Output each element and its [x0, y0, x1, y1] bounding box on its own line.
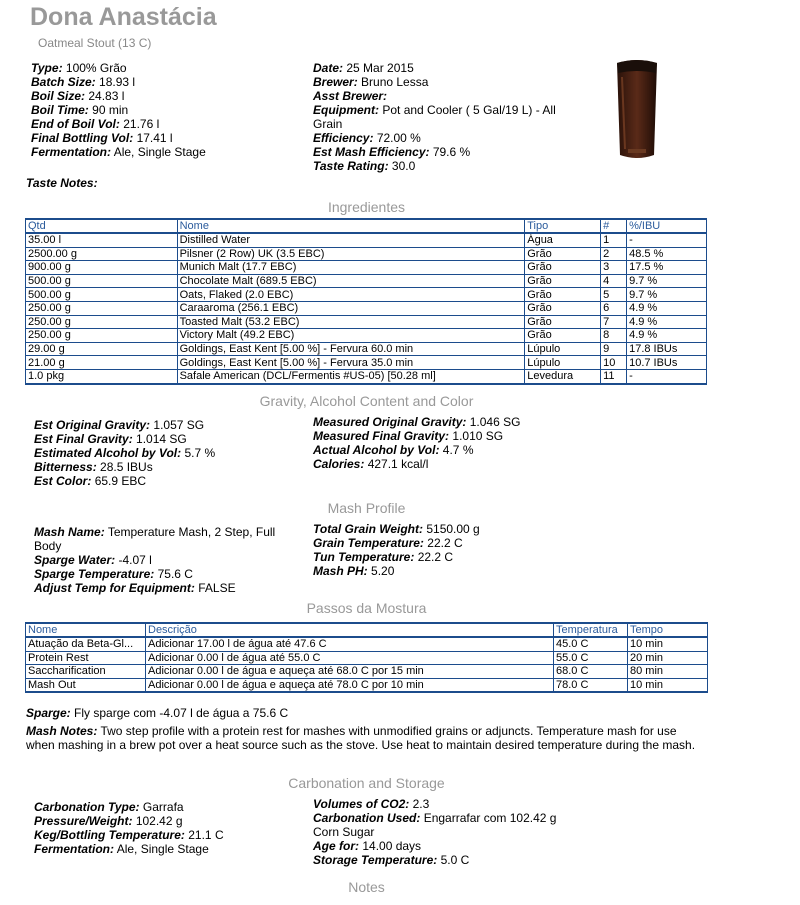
ingredient-row-cell: Distilled Water — [177, 233, 525, 247]
ingredient-row-cell: 48.5 % — [627, 247, 707, 261]
ingredient-row-cell: 7 — [601, 315, 627, 329]
info-mash-efficiency: Est Mash Efficiency: 79.6 % — [313, 145, 471, 159]
ingredients-header-row — [26, 219, 707, 233]
ingredient-row-cell: Pilsner (2 Row) UK (3.5 EBC) — [177, 247, 525, 261]
recipe-style: Oatmeal Stout (13 C) — [38, 36, 152, 50]
measured-fg: Measured Final Gravity: 1.010 SG — [313, 429, 504, 443]
taste-notes-label: Taste Notes: — [26, 176, 98, 190]
ingredient-row-cell: 5 — [601, 288, 627, 302]
ingredient-row-cell: 4.9 % — [627, 329, 707, 343]
ingredient-row — [26, 233, 707, 247]
carb-pressure: Pressure/Weight: 102.42 g — [34, 814, 183, 828]
info-equipment-cont: Grain — [313, 117, 343, 131]
ingredient-row-cell: Caraaroma (256.1 EBC) — [177, 301, 525, 315]
info-boil-time: Boil Time: 90 min — [31, 103, 129, 117]
step-row-cell: 80 min — [628, 665, 708, 679]
ingredient-row-cell: Água — [525, 233, 601, 247]
ingredient-row-cell: 1 — [601, 233, 627, 247]
ingredient-row-cell: Munich Malt (17.7 EBC) — [177, 261, 525, 275]
carb-used: Carbonation Used: Engarrafar com 102.42 g — [313, 811, 557, 825]
col-step-nome: Nome — [26, 623, 146, 637]
ingredient-row-cell: Victory Malt (49.2 EBC) — [177, 329, 525, 343]
ingredient-row-cell: 29.00 g — [26, 342, 178, 356]
ingredient-row-cell: Chocolate Malt (689.5 EBC) — [177, 274, 525, 288]
ingredient-row — [26, 356, 707, 370]
mash-notes: Mash Notes: Two step profile with a protein rest for mashes with unmodified grains or adjuncts. Temperature mash for use when mashing in a brew pot over a heat source such as the stove. Use heat to maintain desired temperature during the mash. — [26, 724, 696, 752]
col-num: # — [601, 219, 627, 233]
ingredient-row-cell: Levedura — [525, 369, 601, 383]
col-ibu: %/IBU — [627, 219, 707, 233]
ingredient-row-cell: Lúpulo — [525, 356, 601, 370]
ingredient-row-cell: 3 — [601, 261, 627, 275]
ingredient-row — [26, 315, 707, 329]
ingredient-row — [26, 274, 707, 288]
section-notes: Notes — [348, 879, 385, 895]
ingredient-row-cell: 1.0 pkg — [26, 369, 178, 383]
step-row — [26, 665, 708, 679]
ingredient-row — [26, 247, 707, 261]
step-row-cell: Adicionar 17.00 l de água até 47.6 C — [146, 637, 554, 651]
info-end-boil-vol: End of Boil Vol: 21.76 l — [31, 117, 160, 131]
info-brewer: Brewer: Bruno Lessa — [313, 75, 429, 89]
ingredient-row-cell: 10.7 IBUs — [627, 356, 707, 370]
col-tipo: Tipo — [525, 219, 601, 233]
ingredient-row-cell: 250.00 g — [26, 301, 178, 315]
info-efficiency: Efficiency: 72.00 % — [313, 131, 421, 145]
mash-name-cont: Body — [34, 539, 62, 553]
ingredient-row-cell: Safale American (DCL/Fermentis #US-05) [50.28 ml] — [177, 369, 525, 383]
sparge-note: Sparge: Fly sparge com -4.07 l de água a 75.6 C — [26, 706, 289, 720]
mash-ph: Mash PH: 5.20 — [313, 564, 395, 578]
ingredient-row — [26, 369, 707, 383]
info-date: Date: 25 Mar 2015 — [313, 61, 414, 75]
gravity-left — [34, 418, 215, 488]
steps-table — [25, 622, 708, 693]
ingredient-row-cell: Grão — [525, 261, 601, 275]
mash-left — [34, 525, 294, 595]
step-row-cell: Saccharification — [26, 665, 146, 679]
info-left — [31, 61, 206, 159]
tun-temp: Tun Temperature: 22.2 C — [313, 550, 454, 564]
carb-volumes: Volumes of CO2: 2.3 — [313, 797, 430, 811]
info-taste-rating: Taste Rating: 30.0 — [313, 159, 416, 173]
ingredient-row-cell: 500.00 g — [26, 274, 178, 288]
step-row-cell: 45.0 C — [554, 637, 628, 651]
ingredient-row-cell: 8 — [601, 329, 627, 343]
ingredient-row-cell: 250.00 g — [26, 329, 178, 343]
est-abv: Estimated Alcohol by Vol: 5.7 % — [34, 446, 216, 460]
ingredient-row-cell: 6 — [601, 301, 627, 315]
carb-right — [313, 797, 556, 867]
section-carbonation: Carbonation and Storage — [288, 775, 445, 791]
gravity-right — [313, 415, 520, 471]
col-step-temp: Temperatura — [554, 623, 628, 637]
col-step-desc: Descrição — [146, 623, 554, 637]
ingredient-row-cell: Grão — [525, 315, 601, 329]
sparge-water: Sparge Water: -4.07 l — [34, 553, 152, 567]
info-fermentation: Fermentation: Ale, Single Stage — [31, 145, 206, 159]
info-equipment: Equipment: Pot and Cooler ( 5 Gal/19 L) - All — [313, 103, 556, 117]
step-row — [26, 637, 708, 651]
step-row-cell: Protein Rest — [26, 651, 146, 665]
calories: Calories: 427.1 kcal/l — [313, 457, 429, 471]
ingredient-row-cell: 17.8 IBUs — [627, 342, 707, 356]
info-type: Type: 100% Grão — [31, 61, 127, 75]
mash-right — [313, 522, 480, 578]
mash-name: Mash Name: Temperature Mash, 2 Step, Full — [34, 525, 276, 539]
ingredient-row-cell: Grão — [525, 274, 601, 288]
ingredient-row-cell: 2500.00 g — [26, 247, 178, 261]
ingredient-row — [26, 288, 707, 302]
measured-og: Measured Original Gravity: 1.046 SG — [313, 415, 521, 429]
sparge-temp: Sparge Temperature: 75.6 C — [34, 567, 193, 581]
carb-used-cont: Corn Sugar — [313, 825, 375, 839]
section-ingredients: Ingredientes — [327, 199, 406, 215]
ingredient-row-cell: 21.00 g — [26, 356, 178, 370]
ingredient-row-cell: 250.00 g — [26, 315, 178, 329]
ingredient-row-cell: Goldings, East Kent [5.00 %] - Fervura 35.0 min — [177, 356, 525, 370]
ingredient-row — [26, 342, 707, 356]
ingredient-row-cell: 9.7 % — [627, 288, 707, 302]
step-row — [26, 678, 708, 692]
ingredient-row-cell: Oats, Flaked (2.0 EBC) — [177, 288, 525, 302]
ingredient-row-cell: 9.7 % — [627, 274, 707, 288]
ingredient-row-cell: Lúpulo — [525, 342, 601, 356]
grain-temp: Grain Temperature: 22.2 C — [313, 536, 463, 550]
actual-abv: Actual Alcohol by Vol: 4.7 % — [313, 443, 474, 457]
ingredient-row-cell: 500.00 g — [26, 288, 178, 302]
step-row-cell: 10 min — [628, 637, 708, 651]
carb-left — [34, 800, 224, 856]
ingredients-table — [25, 218, 707, 385]
ingredient-row-cell: 4.9 % — [627, 301, 707, 315]
ingredient-row-cell: Grão — [525, 329, 601, 343]
col-qtd: Qtd — [26, 219, 178, 233]
ingredient-row-cell: Grão — [525, 301, 601, 315]
ingredient-row-cell: - — [627, 369, 707, 383]
step-row-cell: Adicionar 0.00 l de água até 55.0 C — [146, 651, 554, 665]
ingredient-row-cell: 2 — [601, 247, 627, 261]
col-step-tempo: Tempo — [628, 623, 708, 637]
ingredient-row-cell: 11 — [601, 369, 627, 383]
ingredient-row-cell: 900.00 g — [26, 261, 178, 275]
info-asst-brewer: Asst Brewer: — [313, 89, 388, 103]
ingredient-row-cell: 9 — [601, 342, 627, 356]
est-color: Est Color: 65.9 EBC — [34, 474, 147, 488]
step-row — [26, 651, 708, 665]
step-row-cell: Adicionar 0.00 l de água e aqueça até 78.0 C por 10 min — [146, 678, 554, 692]
ingredient-row-cell: 4 — [601, 274, 627, 288]
ingredient-row-cell: 10 — [601, 356, 627, 370]
est-fg: Est Final Gravity: 1.014 SG — [34, 432, 187, 446]
ingredient-row — [26, 301, 707, 315]
ingredient-row-cell: Toasted Malt (53.2 EBC) — [177, 315, 525, 329]
info-boil-size: Boil Size: 24.83 l — [31, 89, 125, 103]
ingredient-row-cell: Grão — [525, 288, 601, 302]
info-right — [313, 61, 573, 173]
carb-age: Age for: 14.00 days — [313, 839, 422, 853]
bitterness: Bitterness: 28.5 IBUs — [34, 460, 153, 474]
info-final-bottling: Final Bottling Vol: 17.41 l — [31, 131, 173, 145]
carb-storage: Storage Temperature: 5.0 C — [313, 853, 470, 867]
col-nome: Nome — [177, 219, 525, 233]
step-row-cell: 10 min — [628, 678, 708, 692]
step-row-cell: Mash Out — [26, 678, 146, 692]
total-grain: Total Grain Weight: 5150.00 g — [313, 522, 480, 536]
ingredient-row-cell: 4.9 % — [627, 315, 707, 329]
ingredient-row-cell: Goldings, East Kent [5.00 %] - Fervura 60.0 min — [177, 342, 525, 356]
step-row-cell: 78.0 C — [554, 678, 628, 692]
est-og: Est Original Gravity: 1.057 SG — [34, 418, 205, 432]
ingredient-row-cell: Grão — [525, 247, 601, 261]
carb-fermentation: Fermentation: Ale, Single Stage — [34, 842, 209, 856]
step-row-cell: 68.0 C — [554, 665, 628, 679]
section-gravity: Gravity, Alcohol Content and Color — [259, 393, 474, 409]
ingredient-row — [26, 261, 707, 275]
ingredient-row-cell: - — [627, 233, 707, 247]
ingredient-row — [26, 329, 707, 343]
steps-header-row — [26, 623, 708, 637]
ingredient-row-cell: 35.00 l — [26, 233, 178, 247]
ingredient-row-cell: 17.5 % — [627, 261, 707, 275]
beer-glass-icon — [612, 57, 662, 164]
adjust-temp: Adjust Temp for Equipment: FALSE — [34, 581, 236, 595]
step-row-cell: Adicionar 0.00 l de água e aqueça até 68.0 C por 15 min — [146, 665, 554, 679]
step-row-cell: 55.0 C — [554, 651, 628, 665]
step-row-cell: 20 min — [628, 651, 708, 665]
section-steps: Passos da Mostura — [306, 600, 427, 616]
info-batch-size: Batch Size: 18.93 l — [31, 75, 136, 89]
step-row-cell: Atuação da Beta-Gl... — [26, 637, 146, 651]
carb-temp: Keg/Bottling Temperature: 21.1 C — [34, 828, 224, 842]
carb-type: Carbonation Type: Garrafa — [34, 800, 184, 814]
section-mash: Mash Profile — [327, 500, 406, 516]
recipe-title: Dona Anastácia — [30, 3, 217, 31]
